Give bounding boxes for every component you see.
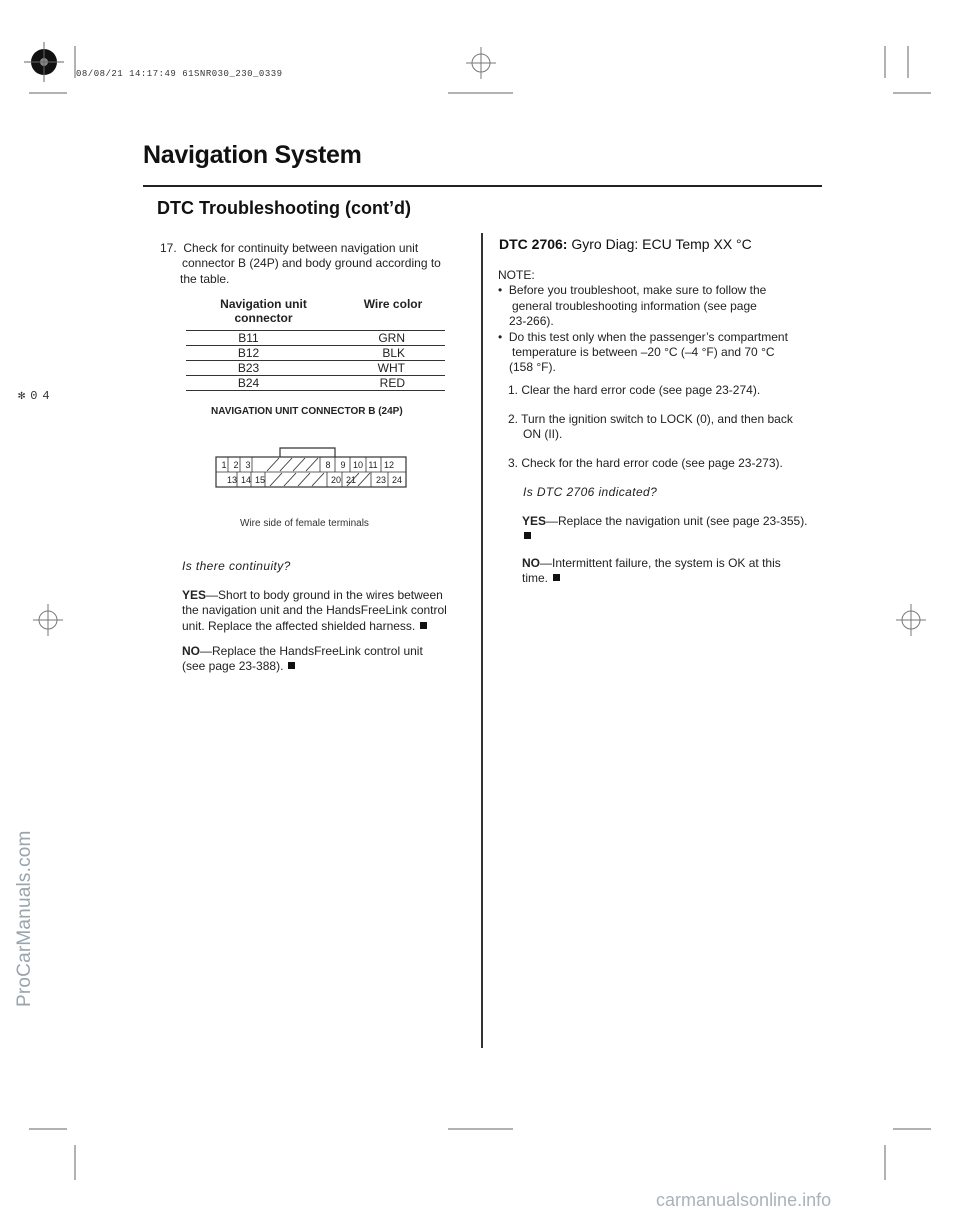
pin-label: 24 — [391, 475, 403, 485]
crosshair-icon — [896, 604, 926, 636]
end-square-icon — [288, 662, 295, 669]
step-3: 3. Check for the hard error code (see page 23-273). — [508, 456, 783, 470]
right-yes-branch: YES—Replace the navigation unit (see page 23-355). — [522, 514, 832, 545]
end-square-icon — [524, 532, 531, 539]
connector-caption: Wire side of female terminals — [240, 518, 369, 529]
pin-label: 14 — [240, 475, 252, 485]
note-block: NOTE: • Before you troubleshoot, make sure to follow the general troubleshooting information (see page 23-266). • Do this test only when the passenger’s compartment temperature is between –20 °C (–4 °F) and 70 °C (158 °F). — [498, 268, 788, 375]
registration-target-icon — [24, 42, 64, 82]
pin-label: 11 — [368, 460, 378, 470]
footer-watermark: carmanualsonline.info — [656, 1190, 832, 1210]
page-title: Navigation System — [143, 141, 362, 169]
right-no-branch: NO—Intermittent failure, the system is OK at this time. — [522, 556, 781, 586]
left-no-branch: NO—Replace the HandsFreeLink control unit (see page 23-388). — [182, 644, 423, 674]
title-rule — [143, 185, 822, 187]
pin-label: 2 — [233, 460, 239, 470]
end-square-icon — [420, 622, 427, 629]
dtc-heading: DTC 2706: Gyro Diag: ECU Temp XX °C — [499, 236, 752, 252]
table-row: B12 BLK — [186, 346, 445, 361]
right-question: Is DTC 2706 indicated? — [523, 485, 658, 499]
side-watermark: ProCarManuals.com — [14, 830, 35, 1007]
pin-label: 10 — [352, 460, 364, 470]
print-stamp: 08/08/21 14:17:49 61SNR030_230_0339 — [76, 69, 283, 79]
connector-diagram — [215, 445, 410, 491]
pin-label: 9 — [340, 460, 346, 470]
pin-label: 12 — [383, 460, 395, 470]
crosshair-icon — [33, 604, 63, 636]
pin-label: 15 — [254, 475, 266, 485]
pin-label: 23 — [375, 475, 387, 485]
pin-label: 3 — [245, 460, 251, 470]
table-header-connector: Navigation unit connector — [186, 297, 341, 331]
section-title: DTC Troubleshooting (cont’d) — [157, 198, 411, 218]
left-question: Is there continuity? — [182, 559, 291, 573]
step-17: 17. Check for continuity between navigation unit connector B (24P) and body ground according to the table. — [160, 241, 441, 286]
table-header-wire-color: Wire color — [341, 297, 445, 331]
table-header-row — [186, 297, 445, 331]
left-yes-branch: YES—Short to body ground in the wires between the navigation unit and the HandsFreeLink control unit. Replace the affected shielded harness. — [182, 588, 447, 633]
bullet: • — [498, 329, 509, 344]
table-row: B24 RED — [186, 376, 445, 391]
bullet: • — [498, 283, 509, 298]
step-2: 2. Turn the ignition switch to LOCK (0), and then back ON (II). — [508, 412, 793, 442]
table-row: B11 GRN — [186, 331, 445, 346]
pin-label: 13 — [226, 475, 238, 485]
pin-label: 20 — [330, 475, 342, 485]
wire-color-table — [186, 297, 445, 391]
pin-label: 1 — [221, 460, 227, 470]
step-1: 1. Clear the hard error code (see page 23-274). — [508, 383, 761, 397]
end-square-icon — [553, 574, 560, 581]
table-row: B23 WHT — [186, 361, 445, 376]
pin-label: 8 — [325, 460, 331, 470]
crosshair-icon — [466, 47, 496, 79]
column-divider — [481, 233, 483, 1048]
pin-label: 21 — [345, 475, 357, 485]
page-marker: ✻04 — [18, 389, 55, 403]
connector-title: NAVIGATION UNIT CONNECTOR B (24P) — [211, 406, 403, 417]
